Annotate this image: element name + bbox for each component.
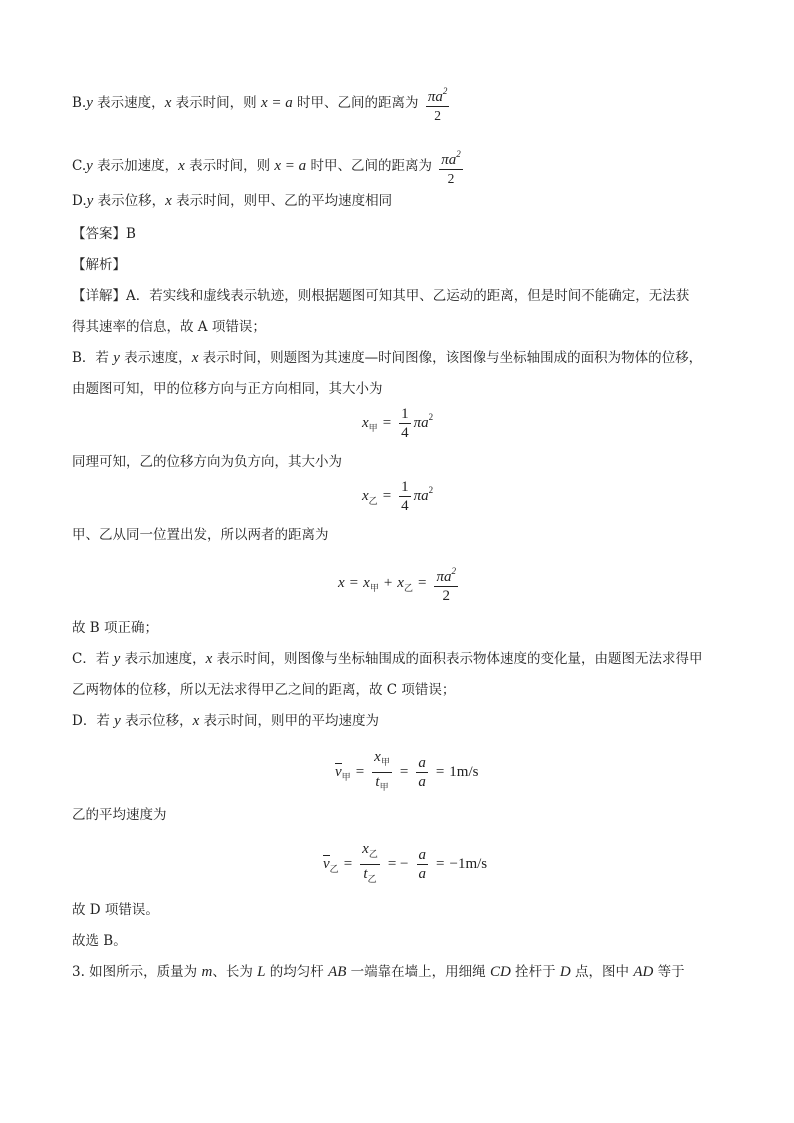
detail-a-line-2: 得其速率的信息，故 A 项错误；	[72, 319, 266, 335]
option-b-text-2: 表示时间，则	[171, 95, 261, 111]
equation-distance: $x = x_甲 + x_乙$ = $\frac{\pi a^2}{2}$	[338, 562, 461, 605]
equation-v-yi: $v_乙$ = $\frac{x_乙}{t_乙}$ = − $\frac{a}{a}$ = −1m/s	[323, 841, 488, 885]
detail-d-conclusion: 故 D 项错误。	[72, 902, 159, 918]
var-x: x	[178, 158, 185, 174]
detail-b-line-1: B．若 y 表示速度，x 表示时间，则题图为其速度—时间图像，该图像与坐标轴围成的面积为物体的位移，	[72, 350, 703, 366]
final-answer: 故选 B。	[72, 933, 127, 949]
question-number: 3.	[72, 964, 85, 980]
option-c-fraction: $\frac{\pi a^2}{2}$	[439, 145, 463, 188]
var-y: y	[86, 193, 94, 209]
option-c-text-1: 表示加速度，	[92, 158, 179, 174]
option-d-text-1: 表示位移，	[93, 193, 166, 209]
question-3: 3. 如图所示，质量为 m、长为 L 的均匀杆 AB 一端靠在墙上，用细绳 CD 拴杆于 D 点，图中 AD 等于	[72, 964, 685, 980]
equation-v-jia: $v_甲$ = $\frac{x_甲}{t_甲}$ = $\frac{a}{a}$ = 1m/s	[335, 749, 479, 793]
option-b	[72, 82, 452, 125]
detail-d-line-2: 乙的平均速度为	[72, 807, 167, 823]
option-b-condition: x = a	[260, 95, 293, 111]
option-c-text-2: 表示时间，则	[184, 158, 275, 174]
option-b-text-1: 表示速度，	[92, 95, 165, 111]
var-x: x	[165, 193, 172, 209]
detail-b-line-2: 由题图可知，甲的位移方向与正方向相同，其大小为	[72, 381, 383, 397]
option-c-prefix: C.	[72, 158, 87, 174]
option-b-fraction: $\frac{\pi a^2}{2}$	[426, 82, 450, 125]
detail-b-conclusion: 故 B 项正确；	[72, 620, 159, 636]
analysis-label: 【解析】	[72, 257, 126, 273]
var-y: y	[113, 350, 120, 366]
option-d	[72, 191, 392, 211]
option-b-prefix: B.	[72, 95, 87, 111]
option-c	[72, 145, 466, 188]
detail-a-line-1: 【详解】A．若实线和虚线表示轨迹，则根据题图可知其甲、乙运动的距离，但是时间不能确定，无法获	[72, 288, 690, 304]
answer-value: B	[126, 226, 136, 242]
detail-d-line-1: D．若 y 表示位移，x 表示时间，则甲的平均速度为	[72, 713, 380, 729]
var-y: y	[113, 651, 121, 667]
equation-x-jia: $x_甲$ = $\frac{1}{4}$ $\pi a^2$	[362, 406, 434, 441]
detail-b-line-3: 同理可知，乙的位移方向为负方向，其大小为	[72, 454, 342, 470]
option-d-text-2: 表示时间，则甲、乙的平均速度相同	[171, 193, 393, 209]
equation-x-yi: $x_乙$ = $\frac{1}{4}$ $\pi a^2$	[362, 479, 434, 514]
var-x: x	[192, 713, 200, 729]
var-y: y	[86, 95, 93, 111]
option-c-condition: x = a	[274, 158, 307, 174]
option-d-prefix: D.	[72, 193, 87, 209]
detail-b-line-4: 甲、乙从同一位置出发，所以两者的距离为	[72, 527, 329, 543]
var-x: x	[191, 350, 199, 366]
var-x: x	[164, 95, 172, 111]
answer-label: 【答案】	[72, 226, 126, 242]
var-y: y	[114, 713, 121, 729]
option-c-text-3: 时甲、乙间的距离为	[306, 158, 432, 174]
detail-c-line-1: C．若 y 表示加速度，x 表示时间，则图像与坐标轴围成的面积表示物体速度的变化量，由题图无法求得甲	[72, 651, 703, 667]
answer-line	[72, 224, 136, 244]
detail-c-line-2: 乙两物体的位移，所以无法求得甲乙之间的距离，故 C 项错误；	[72, 682, 456, 698]
option-b-text-3: 时甲、乙间的距离为	[292, 95, 419, 111]
var-x: x	[205, 651, 213, 667]
var-y: y	[86, 158, 93, 174]
